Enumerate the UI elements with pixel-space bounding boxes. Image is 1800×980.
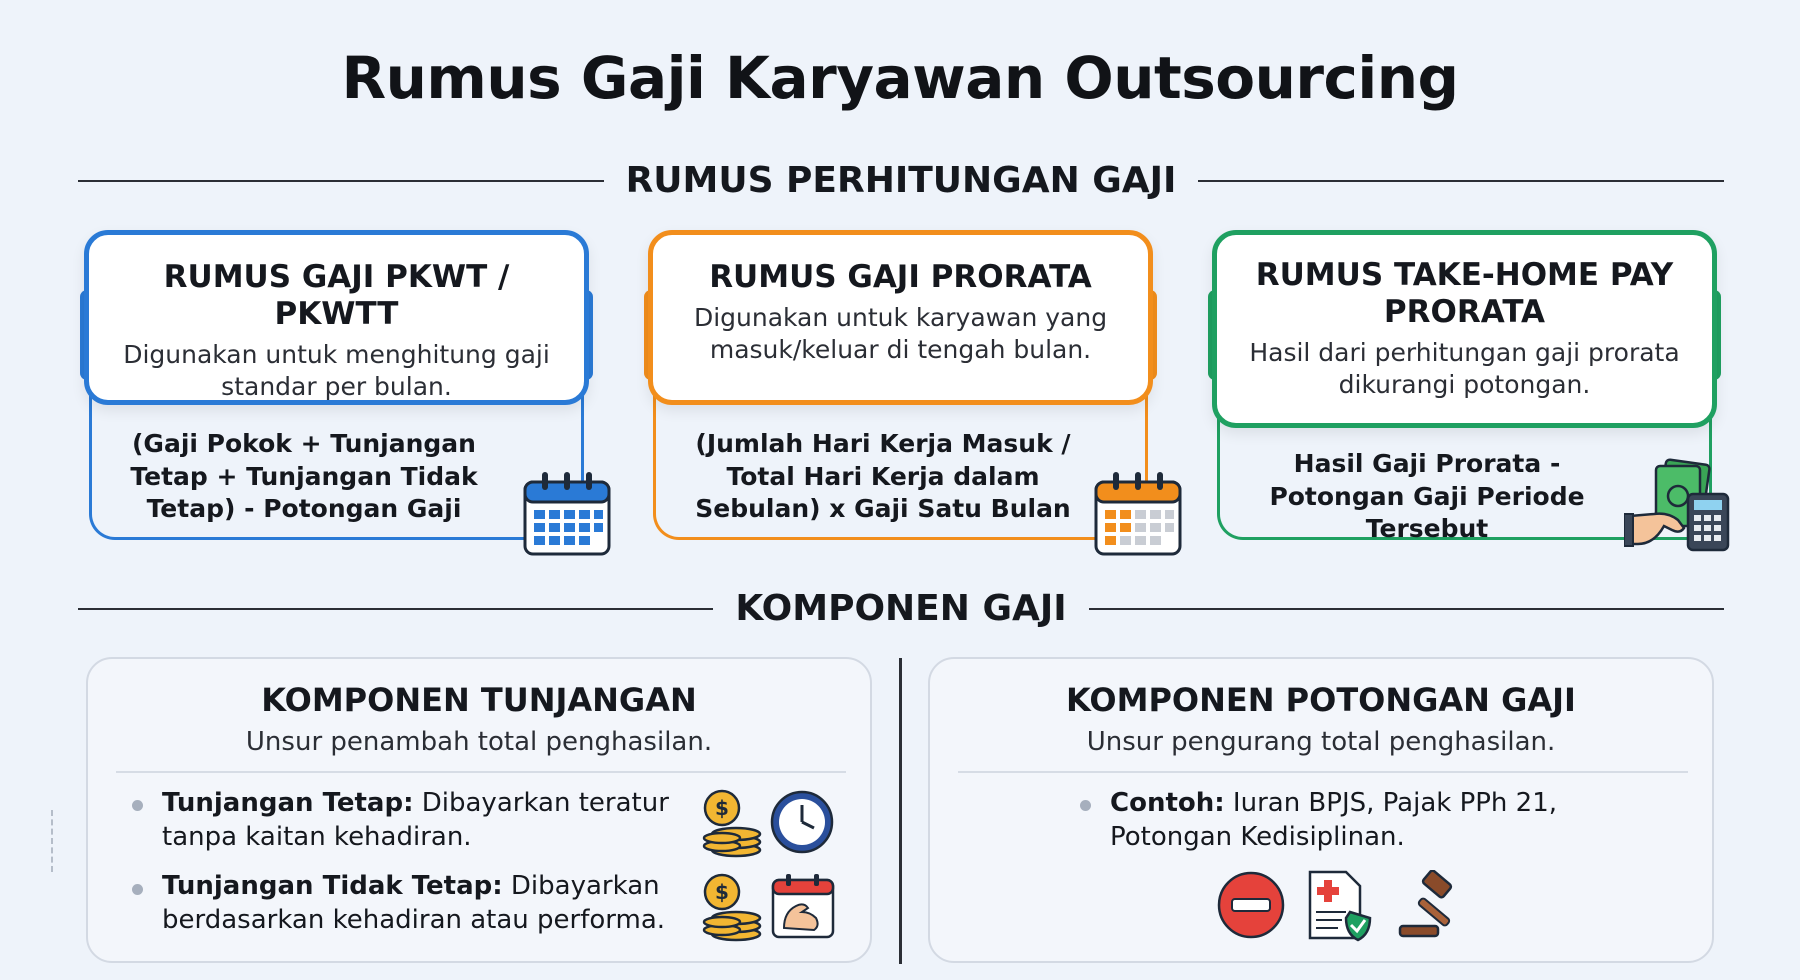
card-header [1212,230,1717,428]
svg-text:$: $ [715,796,729,820]
bullet-connector [51,810,53,872]
card-description: Hasil dari perhitungan gaji prorata dikurangi potongan. [1249,338,1680,400]
column-divider [899,658,902,964]
coins-icon [700,788,764,862]
calendar-partial-icon [1093,470,1183,562]
card-pkwt [84,230,589,548]
card-prorata [648,230,1153,548]
section-heading-rumus [78,160,1724,201]
calendar-muscle-icon [770,872,836,944]
card-header [648,230,1153,405]
gavel-icon [1396,870,1470,944]
section-label: RUMUS PERHITUNGAN GAJI [625,160,1177,201]
card-formula: (Jumlah Hari Kerja Masuk / Total Hari Kerja dalam Sebulan) x Gaji Satu Bulan [695,429,1071,523]
card-header [84,230,589,405]
panel-title: KOMPONEN POTONGAN GAJI [1066,681,1576,719]
list-item-contoh-potongan: Contoh: Iuran BPJS, Pajak PPh 21, Potongan Kedisiplinan. [1110,788,1558,852]
card-formula: Hasil Gaji Prorata - Potongan Gaji Periode Tersebut [1269,449,1585,543]
card-title: RUMUS TAKE-HOME PAY PRORATA [1255,257,1674,331]
coins-icon [700,872,764,946]
section-heading-komponen [78,588,1724,629]
card-title: RUMUS GAJI PRORATA [709,259,1092,295]
card-description: Digunakan untuk karyawan yang masuk/keluar di tengah bulan. [693,303,1108,365]
calendar-icon [522,470,612,562]
panel-divider [958,771,1688,773]
card-formula: (Gaji Pokok + Tunjangan Tetap + Tunjangan Tidak Tetap) - Potongan Gaji [130,429,478,523]
bullet-dot [132,884,143,895]
list-item-tunjangan-tetap: Tunjangan Tetap: Dibayarkan teratur tanpa kaitan kehadiran. [162,788,669,852]
bullet-dot [1080,800,1091,811]
panel-subtitle: Unsur pengurang total penghasilan. [1086,727,1556,757]
card-description: Digunakan untuk menghitung gaji standar per bulan. [123,340,550,402]
panel-subtitle: Unsur penambah total penghasilan. [245,727,713,757]
card-title: RUMUS GAJI PKWT / PKWTT [163,259,510,333]
panel-divider [116,771,846,773]
cash-calculator-icon [1624,458,1740,558]
divider-line [1089,608,1724,610]
minus-circle-icon [1216,870,1286,944]
card-take-home-pay [1212,230,1717,548]
divider-line [78,608,713,610]
clock-icon [768,788,836,860]
divider-line [1198,180,1724,182]
insurance-document-icon [1306,868,1374,946]
section-label: KOMPONEN GAJI [735,588,1067,629]
list-item-tunjangan-tidak-tetap: Tunjangan Tidak Tetap: Dibayarkan berdasarkan kehadiran atau performa. [162,871,666,935]
page-title: Rumus Gaji Karyawan Outsourcing [341,44,1459,112]
bullet-dot [132,800,143,811]
svg-text:$: $ [715,880,729,904]
divider-line [78,180,604,182]
panel-title: KOMPONEN TUNJANGAN [261,681,697,719]
